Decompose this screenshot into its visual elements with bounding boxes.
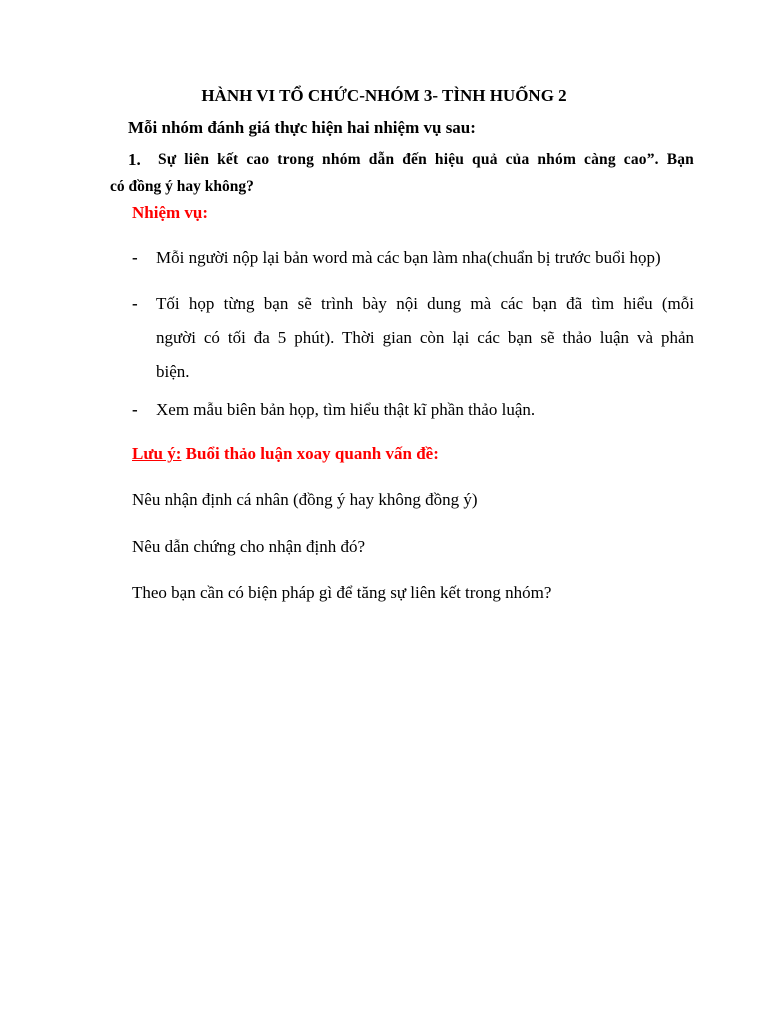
question-line-2: có đồng ý hay không?: [110, 178, 254, 195]
note-heading: [132, 444, 439, 464]
task-item: [132, 287, 694, 389]
bullet-dash: -: [132, 294, 138, 313]
note-text: Buổi thảo luận xoay quanh vấn đề:: [181, 444, 439, 463]
task-item: [132, 393, 694, 427]
bullet-dash: -: [132, 248, 138, 267]
question-number: 1.: [128, 150, 141, 169]
bullet-dash: -: [132, 400, 138, 419]
discussion-point: Nêu dẫn chứng cho nhận định đó?: [132, 537, 365, 556]
task-item-line: biện.: [156, 362, 190, 381]
intro-text: Mỗi nhóm đánh giá thực hiện hai nhiệm vụ sau:: [128, 118, 476, 137]
task-item-line: Tối họp từng bạn sẽ trình bày nội dung mà các bạn đã tìm hiểu (mỗi: [156, 294, 694, 313]
note-label: Lưu ý:: [132, 444, 182, 463]
tasks-heading: Nhiệm vụ:: [132, 203, 209, 222]
document-title: HÀNH VI TỔ CHỨC-NHÓM 3- TÌNH HUỐNG 2: [201, 86, 567, 105]
task-item: [132, 241, 694, 275]
task-item-line: người có tối đa 5 phút). Thời gian còn lại các bạn sẽ thảo luận và phản: [156, 328, 694, 347]
task-item-text: Xem mẫu biên bản họp, tìm hiểu thật kĩ phần thảo luận.: [156, 400, 536, 419]
discussion-point: Theo bạn cần có biện pháp gì để tăng sự liên kết trong nhóm?: [132, 583, 552, 602]
discussion-point: Nêu nhận định cá nhân (đồng ý hay không đồng ý): [132, 490, 478, 509]
question-line-1: Sự liên kết cao trong nhóm dẫn đến hiệu quả của nhóm càng cao”. Bạn: [158, 151, 694, 168]
task-item-text: Mỗi người nộp lại bản word mà các bạn làm nha(chuẩn bị trước buổi họp): [156, 248, 661, 267]
question-1: [110, 146, 694, 200]
task-item-text: [156, 287, 694, 389]
